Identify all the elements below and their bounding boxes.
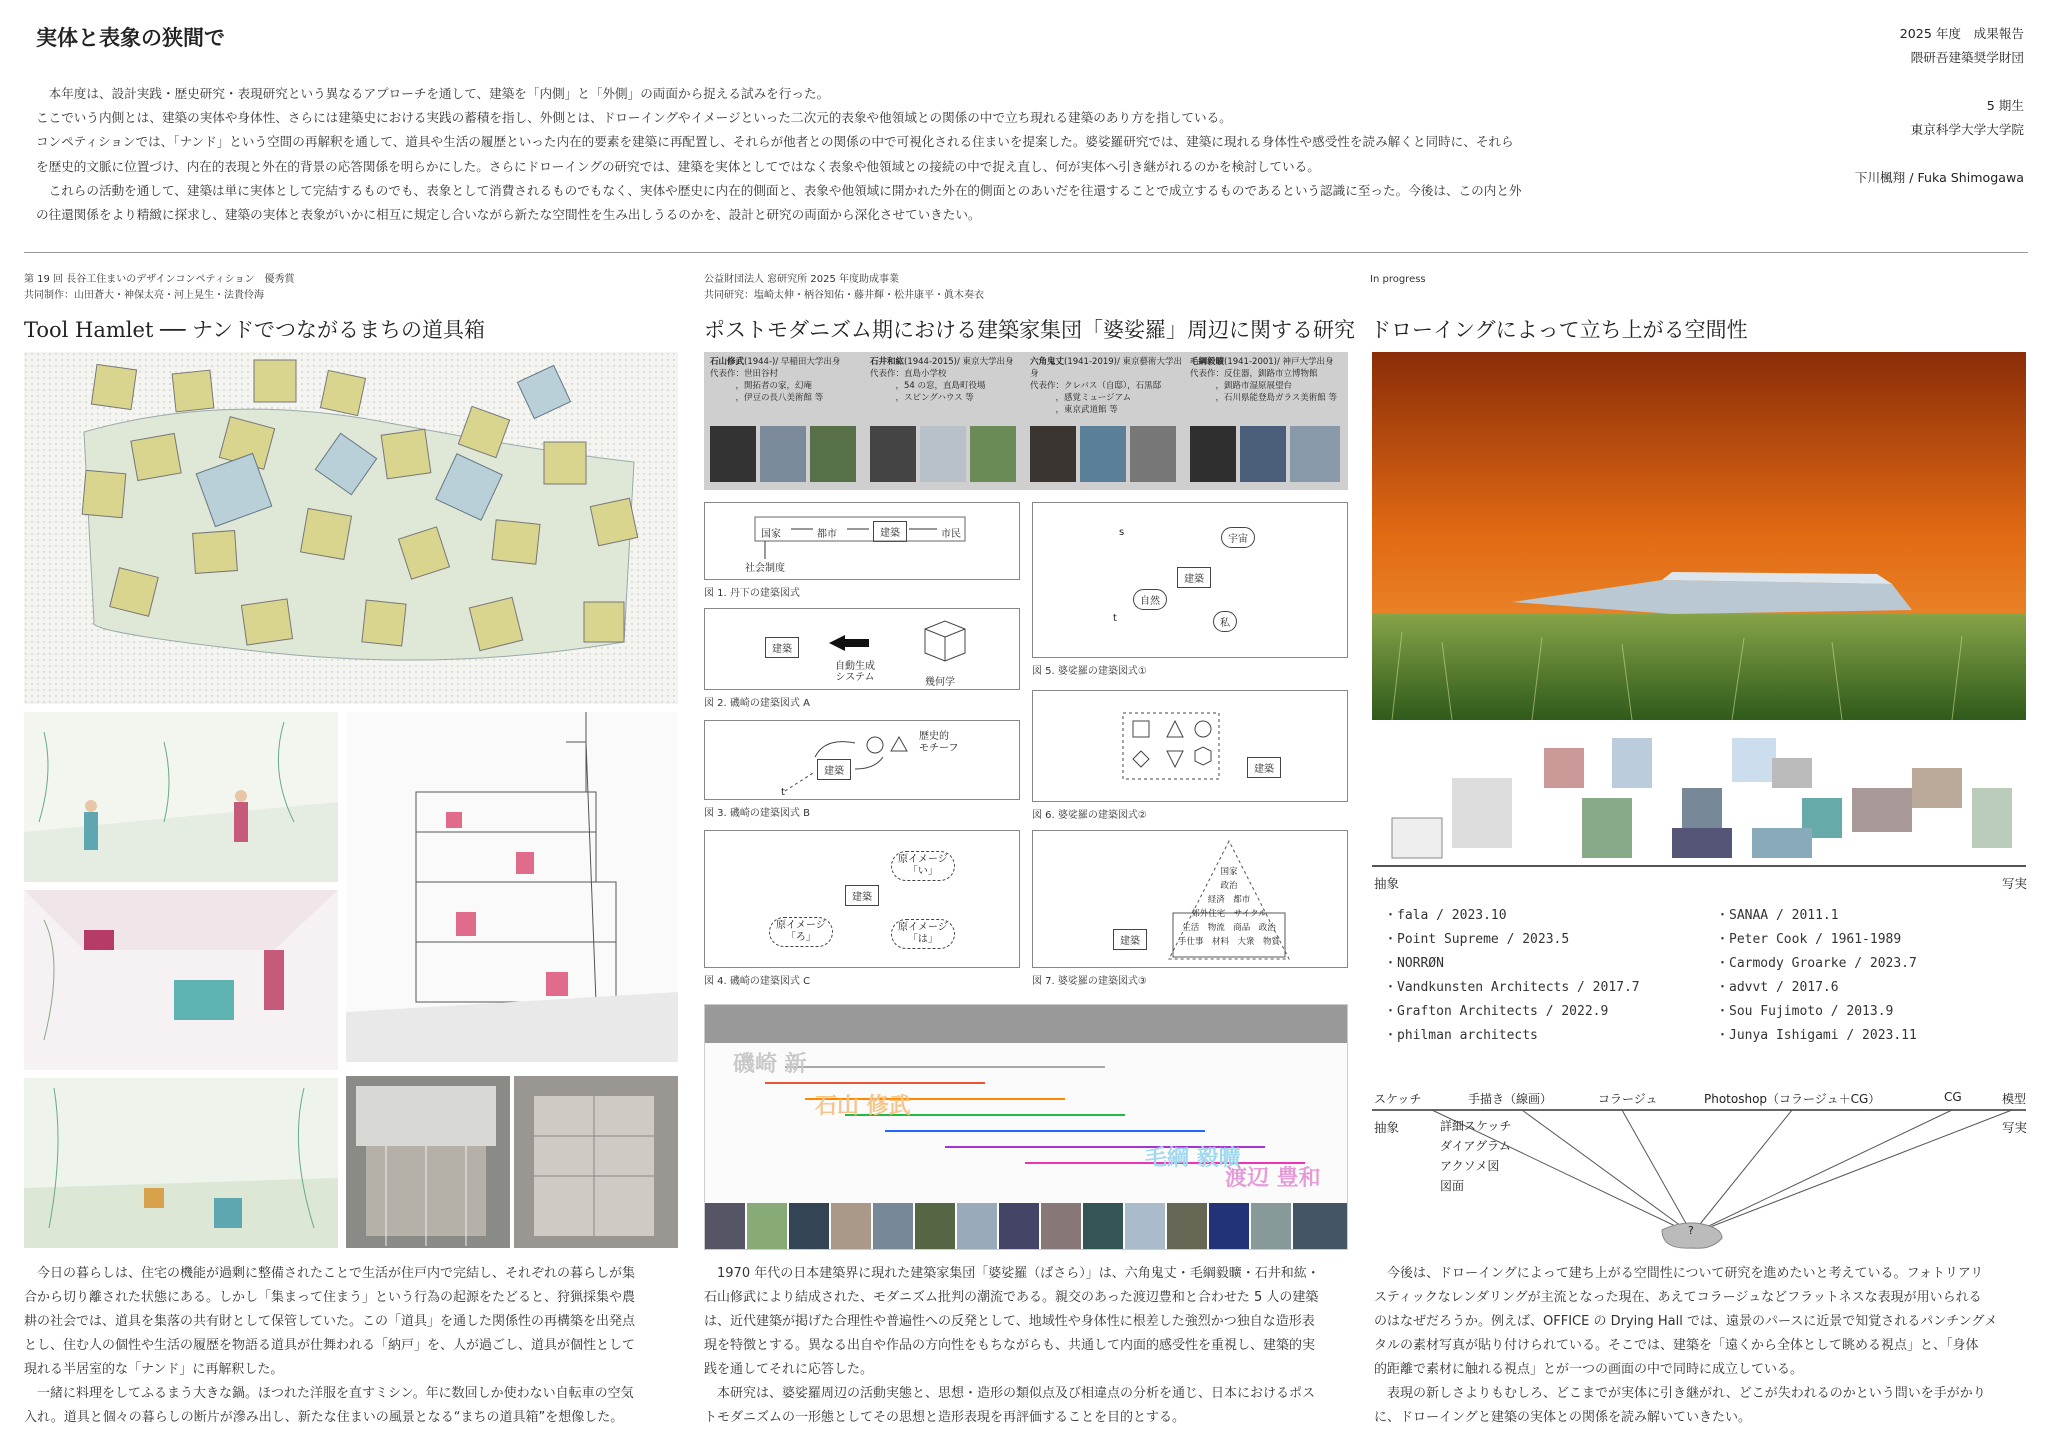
col3-title: ドローイングによって立ち上がる空間性 bbox=[1370, 318, 1748, 342]
fig4-node-i: 原イメージ 「い」 bbox=[891, 851, 955, 881]
figure-7-caption: 図 7. 婆娑羅の建築図式③ bbox=[1032, 976, 1147, 987]
sub-item: 図面 bbox=[1440, 1179, 1465, 1193]
figure-1-caption: 図 1. 丹下の建築図式 bbox=[704, 588, 800, 599]
fig3-node-t: t bbox=[781, 787, 785, 798]
intro-line: コンペティションでは、「ナンド」という空間の再解釈を通して、道具や生活の履歴といった内在的要素を建築に再配置し、それらが他者との関係の中で可視化される住まいを提案した。婆娑羅研究では、建築に現れる身体性や感受性を読み解くと同時に、それら bbox=[36, 134, 1514, 150]
illustration-interior bbox=[24, 890, 338, 1070]
fig5-node-nature: 自然 bbox=[1133, 589, 1167, 610]
portrait-photos bbox=[710, 426, 1340, 482]
reference-item: ・Sou Fujimoto / 2013.9 bbox=[1716, 1004, 1894, 1019]
fig7-tier: 生活 物流 商品 政治 bbox=[1182, 923, 1276, 933]
technique-label: 手描き（線画） bbox=[1468, 1092, 1553, 1106]
body-line: は、近代建築が掲げた合理性や普遍性への反発として、地域性や身体性に根差した強烈かつ独自な造形表 bbox=[704, 1314, 1315, 1329]
fig6-node-architecture: 建築 bbox=[1247, 757, 1281, 778]
fig1-node-institution: 社会制度 bbox=[745, 559, 785, 574]
axis-real: 写実 bbox=[2002, 1120, 2028, 1135]
timeline-name: 渡辺 豊和 bbox=[1225, 1166, 1321, 1191]
intro-text bbox=[36, 82, 1676, 227]
term-label: 5 期生 bbox=[1986, 98, 2024, 113]
page-title: 実体と表象の狭間で bbox=[36, 26, 225, 50]
fig1-node-citizen: 市民 bbox=[941, 525, 961, 540]
body-line: とし、住む人の個性や生活の履歴を物語る道具が仕舞われる「納戸」を、人が過ごし、道具が個性として bbox=[24, 1338, 636, 1353]
reference-item: ・NORRØN bbox=[1384, 956, 1444, 971]
figure-6 bbox=[1032, 690, 1348, 802]
body-line: 表現の新しさよりもむしろ、どこまでが実体に引き継がれ、どこが失われるのかという問いを手がかり bbox=[1374, 1386, 1986, 1401]
architect-years: (1941-2001)/ 神戸大学出身 bbox=[1224, 357, 1334, 367]
university-name: 東京科学大学大学院 bbox=[1910, 122, 2024, 137]
architect-name: 石山修武 bbox=[710, 357, 745, 367]
model-photo-2 bbox=[514, 1076, 678, 1248]
architect-years: (1941-2019)/ 東京藝術大学出身 bbox=[1030, 357, 1183, 379]
architect-name: 石井和紘 bbox=[870, 357, 905, 367]
body-line: 1970 年代の日本建築界に現れた建築家集団「婆娑羅（ばさら）」は、六角鬼丈・毛綱毅曠・石井和紘・ bbox=[704, 1266, 1320, 1281]
intro-line: 本年度は、設計実践・歴史研究・表現研究という異なるアプローチを通して、建築を「内側」と「外側」の両面から捉える試みを行った。 bbox=[36, 86, 830, 101]
sketch-subitems bbox=[1440, 1116, 1511, 1196]
body-line: タルの素材写真が貼り付けられている。そこでは、建築を「遠くから全体として眺める視点」と、「身体 bbox=[1374, 1338, 1979, 1353]
fig3-node-motif: 歴史的 モチーフ bbox=[919, 731, 959, 754]
fig5-node-s: s bbox=[1119, 527, 1125, 538]
technique-label: Photoshop（コラージュ＋CG） bbox=[1704, 1092, 1881, 1106]
reference-item: ・Carmody Groarke / 2023.7 bbox=[1716, 956, 1917, 971]
collaborators: 共同制作：山田蒼大・神保太亮・河上晃生・法貴伶海 bbox=[24, 290, 264, 301]
references-right bbox=[1716, 904, 2016, 1048]
figure-3-caption: 図 3. 磯崎の建築図式 B bbox=[704, 808, 810, 819]
technique-label: 模型 bbox=[2002, 1092, 2027, 1106]
architect-info bbox=[710, 356, 868, 404]
col2-title: ポストモダニズム期における建築家集団「婆娑羅」周辺に関する研究 bbox=[704, 318, 1355, 342]
grant-name: 公益財団法人 窓研究所 2025 年度助成事業 bbox=[704, 274, 899, 285]
body-line: 現れる半居室的な「ナンド」に再解釈した。 bbox=[24, 1362, 284, 1377]
architect-years: (1944-)/ 早稲田大学出身 bbox=[744, 357, 841, 367]
body-line: のはなぜだろうか。例えば、OFFICE の Drying Hall では、遠景のパースに近景で知覚されるパンチングメ bbox=[1374, 1314, 1998, 1329]
fig7-tiers bbox=[1169, 865, 1289, 949]
references-left bbox=[1384, 904, 1704, 1048]
architect-works: 代表作：反住器，釧路市立博物館 ，釧路市湿原展望台 ，石川県能登島ガラス美術館 等 bbox=[1190, 369, 1337, 403]
body-line: 今日の暮らしは、住宅の機能が過剰に整備されたことで生活が住戸内で完結し、それぞれの暮らしが集 bbox=[24, 1266, 636, 1281]
fig2-node-geometry: 幾何学 bbox=[925, 673, 955, 688]
architect-name: 六角鬼丈 bbox=[1030, 357, 1065, 367]
architects-panel bbox=[704, 352, 1348, 490]
body-line: 合から切り離された状態にある。しかし「集まって住まう」という行為の起源をたどると、狩猟採集や農 bbox=[24, 1290, 636, 1305]
reference-item: ・Grafton Architects / 2022.9 bbox=[1384, 1004, 1609, 1019]
sub-item: ダイアグラム bbox=[1440, 1139, 1511, 1153]
col3-kicker: In progress bbox=[1370, 274, 1426, 285]
architect-info bbox=[870, 356, 1028, 404]
technique-label: CG bbox=[1944, 1090, 1962, 1104]
fig4-node-ha: 原イメージ 「は」 bbox=[891, 919, 955, 949]
fig7-tier: 郊外住宅 サイクル bbox=[1191, 909, 1267, 919]
reference-collage bbox=[1372, 728, 2026, 868]
figure-3 bbox=[704, 720, 1020, 800]
fig3-node-architecture: 建築 bbox=[817, 759, 851, 780]
timeline-name: 毛綱 毅曠 bbox=[1145, 1146, 1241, 1171]
reference-item: ・advvt / 2017.6 bbox=[1716, 980, 1839, 995]
fig7-node-architecture: 建築 bbox=[1113, 929, 1147, 950]
reference-item: ・fala / 2023.10 bbox=[1384, 908, 1507, 923]
body-line: 入れ。道具と個々の暮らしの断片が滲み出し、新たな住まいの風景となる“まちの道具箱”を想像した。 bbox=[24, 1410, 624, 1425]
fig2-node-architecture: 建築 bbox=[765, 637, 799, 658]
figure-7 bbox=[1032, 830, 1348, 968]
body-line: 耕の社会では、道具を集落の共有財として保管していた。この「道具」を通した関係性の再構築を出発点 bbox=[24, 1314, 636, 1329]
timeline-name: 石山 修武 bbox=[815, 1094, 911, 1119]
col1-kicker bbox=[24, 272, 295, 304]
intro-line: を歴史的文脈に位置づけ、内在的表現と外在的背景の応答関係を明らかにした。さらにドローイングの研究では、建築を実体としてではなく表象や他領域との接続の中で捉え直し、何が実体へ引き継がれるのかを検討している。 bbox=[36, 158, 1320, 174]
section-drawing bbox=[346, 712, 678, 1062]
figure-5-caption: 図 5. 婆娑羅の建築図式① bbox=[1032, 666, 1147, 677]
architect-info bbox=[1030, 356, 1188, 416]
technique-label: スケッチ bbox=[1374, 1092, 1422, 1106]
fig5-node-t: t bbox=[1113, 613, 1117, 624]
architect-years: (1944-2015)/ 東京大学出身 bbox=[904, 357, 1014, 367]
body-line: 今後は、ドローイングによって建ち上がる空間性について研究を進めたいと考えている。フォトリアリ bbox=[1374, 1266, 1984, 1281]
col2-body bbox=[704, 1262, 1364, 1430]
figure-2-caption: 図 2. 磯崎の建築図式 A bbox=[704, 698, 810, 709]
sub-item: アクソメ図 bbox=[1440, 1159, 1500, 1173]
architect-works: 代表作：世田谷村 ，開拓者の家，幻庵 ，伊豆の長八美術館 等 bbox=[710, 369, 824, 403]
foundation-name: 隈研吾建築奨学財団 bbox=[1910, 50, 2024, 65]
reference-item: ・Vandkunsten Architects / 2017.7 bbox=[1384, 980, 1640, 995]
sub-item: 詳細スケッチ bbox=[1440, 1119, 1512, 1133]
intro-line: ここでいう内側とは、建築の実体や身体性、さらには建築史における実践の蓄積を指し、外側とは、ドローイングやイメージといった二次元的表象や他領域との関係の中で立ち現れる建築のあり方を指している。 bbox=[36, 110, 1232, 126]
fig2-node-system: 自動生成 システム bbox=[835, 661, 875, 683]
timeline-photo-strip bbox=[705, 1203, 1348, 1250]
figure-2 bbox=[704, 608, 1020, 690]
axis-abstract: 抽象 bbox=[1374, 1120, 1400, 1135]
fig1-node-state: 国家 bbox=[761, 525, 781, 540]
section-divider bbox=[24, 252, 2028, 253]
fig1-node-architecture: 建築 bbox=[873, 521, 907, 542]
scale-abstract-label: 抽象 bbox=[1374, 876, 1400, 891]
fig1-node-city: 都市 bbox=[817, 525, 837, 540]
reference-item: ・Peter Cook / 1961-1989 bbox=[1716, 932, 1902, 947]
competition-name: 第 19 回 長谷工住まいのデザインコンペティション 優秀賞 bbox=[24, 274, 295, 285]
report-line: 2025 年度 成果報告 bbox=[1899, 26, 2024, 41]
fig7-tier: 手仕事 材料 大衆 物質 bbox=[1177, 937, 1280, 947]
technique-label: コラージュ bbox=[1598, 1092, 1658, 1106]
body-line: に、ドローイングと建築の実体との関係を読み解いていきたい。 bbox=[1374, 1410, 1752, 1425]
model-photo-1 bbox=[346, 1076, 510, 1248]
fig7-tier: 政治 bbox=[1220, 881, 1238, 891]
fig5-node-cosmos: 宇宙 bbox=[1221, 527, 1255, 548]
figure-5 bbox=[1032, 502, 1348, 658]
fig5-node-self: 私 bbox=[1213, 611, 1237, 632]
col2-kicker bbox=[704, 272, 984, 304]
author-name: 下川楓翔 / Fuka Shimogawa bbox=[1854, 170, 2024, 185]
body-line: 的距離で素材に触れる視点」とが一つの画面の中で同時に成立している。 bbox=[1374, 1362, 1804, 1377]
body-line: 石山修武により結成された、モダニズム批判の潮流である。親交のあった渡辺豊和と合わせた 5 人の建築 bbox=[704, 1290, 1319, 1305]
timeline-header bbox=[705, 1005, 1348, 1043]
architect-info bbox=[1190, 356, 1348, 404]
intro-line: の往還関係をより精緻に探求し、建築の実体と表象がいかに相互に規定し合いながら新たな空間性を生み出しうるのかを、設計と研究の両面から深化させていきたい。 bbox=[36, 207, 981, 223]
question-mark: ? bbox=[1688, 1224, 1694, 1237]
col1-title: Tool Hamlet ── ナンドでつながるまちの道具箱 bbox=[24, 318, 485, 342]
architect-name: 毛綱毅曠 bbox=[1190, 357, 1225, 367]
scale-real-label: 写実 bbox=[2002, 876, 2028, 891]
fig7-tier: 経済 都市 bbox=[1207, 895, 1251, 905]
body-line: 現を特徴とする。異なる出自や作品の方向性をもちながらも、共通して内面的感受性を重視し、建築的実 bbox=[704, 1338, 1316, 1353]
collaborators: 共同研究：塩崎太伸・柄谷知佑・藤井輝・松井康平・眞木奏衣 bbox=[704, 290, 984, 301]
architect-works: 代表作：クレバス（自邸），石黒邸 ，感覚ミュージアム ，東京武道館 等 bbox=[1030, 381, 1162, 415]
figure-1 bbox=[704, 502, 1020, 580]
fig4-node-architecture: 建築 bbox=[845, 885, 879, 906]
architect-works: 代表作：直島小学校 ，54 の窓，直島町役場 ，スピングハウス 等 bbox=[870, 369, 986, 403]
illustration-courtyard bbox=[24, 1078, 338, 1248]
reference-item: ・philman architects bbox=[1384, 1028, 1538, 1043]
fig5-node-architecture: 建築 bbox=[1177, 567, 1211, 588]
reference-item: ・SANAA / 2011.1 bbox=[1716, 908, 1839, 923]
illustration-garden bbox=[24, 712, 338, 882]
timeline-name: 磯崎 新 bbox=[733, 1052, 807, 1077]
body-line: トモダニズムの一形態としてその思想と造形表現を再評価することを目的とする。 bbox=[704, 1410, 1186, 1425]
body-line: スティックなレンダリングが主流となった現在、あえてコラージュなどフラットネスな表現が用いられる bbox=[1374, 1290, 1982, 1305]
fig7-tier: 国家 bbox=[1220, 867, 1238, 877]
body-line: 本研究は、婆娑羅周辺の活動実態と、思想・造形の類似点及び相違点の分析を通じ、日本におけるポス bbox=[704, 1386, 1316, 1401]
reference-item: ・Junya Ishigami / 2023.11 bbox=[1716, 1028, 1917, 1043]
body-line: 一緒に料理をしてふるまう大きな鍋。ほつれた洋服を直すミシン。年に数回しか使わない自転車の空気 bbox=[24, 1386, 634, 1401]
reference-item: ・Point Supreme / 2023.5 bbox=[1384, 932, 1570, 947]
col1-body bbox=[24, 1262, 684, 1430]
site-plan-drawing bbox=[24, 352, 678, 704]
body-line: 践を通してそれに応答した。 bbox=[704, 1362, 874, 1377]
fig4-node-ro: 原イメージ 「ろ」 bbox=[769, 917, 833, 947]
intro-line: これらの活動を通して、建築は単に実体として完結するものでも、表象として消費されるものでもなく、実体や歴史に内在的側面と、表象や他領域に開かれた外在的側面とのあいだを往還することで成立するものであるという認識に至った。今後は、この内と外 bbox=[36, 182, 1522, 198]
col3-body bbox=[1374, 1262, 2034, 1430]
author-block bbox=[1855, 22, 2024, 190]
figure-6-caption: 図 6. 婆娑羅の建築図式② bbox=[1032, 810, 1147, 821]
figure-4 bbox=[704, 830, 1020, 968]
rendering-image bbox=[1372, 352, 2026, 720]
architects-timeline bbox=[704, 1004, 1348, 1250]
figure-4-caption: 図 4. 磯崎の建築図式 C bbox=[704, 976, 811, 987]
